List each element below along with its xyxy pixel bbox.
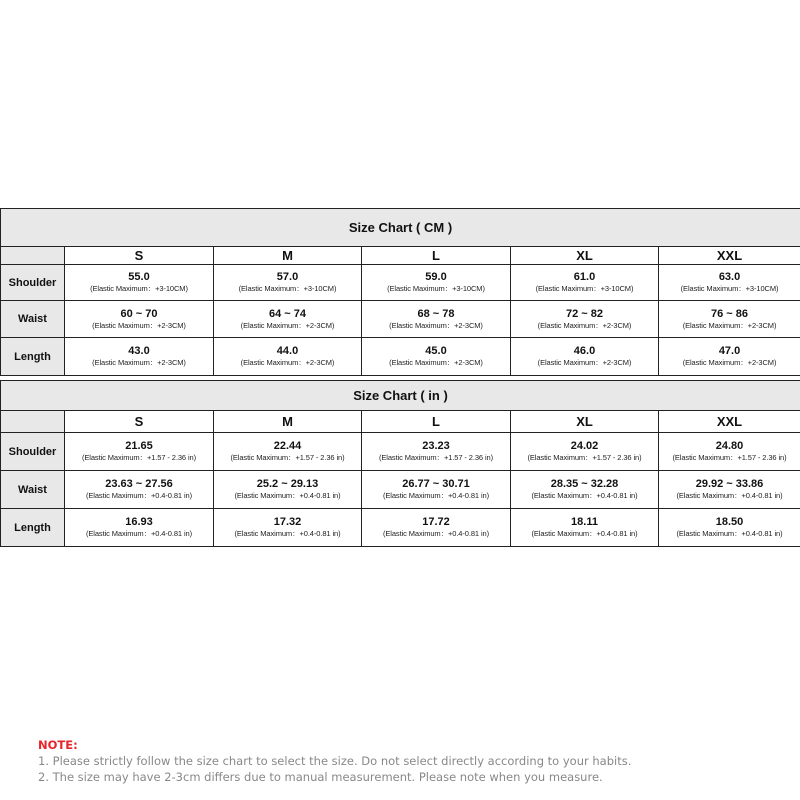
- measurement-cell: [65, 301, 214, 338]
- measurement-value: 60 ~ 70: [120, 307, 158, 320]
- elastic-note: (Elastic Maximum：+3-10CM): [680, 284, 779, 293]
- size-header-s: S: [65, 411, 214, 433]
- measurement-cell: [362, 301, 511, 338]
- measurement-value: 76 ~ 86: [711, 307, 749, 320]
- chart-title: Size Chart ( in ): [1, 381, 800, 411]
- measurement-value: 46.0: [573, 345, 596, 357]
- elastic-note: (Elastic Maximum：+2-3CM): [682, 320, 777, 330]
- elastic-note: (Elastic Maximum：+2-3CM): [240, 320, 335, 330]
- note-line-2: 2. The size may have 2-3cm differs due to manual measurement. Please note when you measure.: [38, 770, 603, 784]
- elastic-note: (Elastic Maximum：+1.57 - 2.36 in): [378, 453, 494, 462]
- elastic-note: (Elastic Maximum：+0.4-0.81 in): [234, 491, 341, 500]
- measurement-value: 43.0: [128, 345, 150, 357]
- measurement-cell: [511, 338, 659, 376]
- corner-cell: [1, 247, 65, 265]
- measurement-cell: [214, 509, 362, 547]
- measurement-cell: [214, 471, 362, 509]
- elastic-note: (Elastic Maximum：+2-3CM): [537, 320, 632, 330]
- measurement-cell: [214, 265, 362, 301]
- measurement-cell: [511, 471, 659, 509]
- measurement-value: 68 ~ 78: [417, 307, 455, 320]
- size-header-m: M: [214, 247, 362, 265]
- measurement-value: 57.0: [276, 271, 299, 283]
- measurement-value: 26.77 ~ 30.71: [402, 478, 470, 490]
- measurement-value: 23.63 ~ 27.56: [105, 478, 173, 490]
- measurement-cell: [659, 509, 800, 547]
- measurement-value: 18.50: [715, 516, 744, 528]
- elastic-note: (Elastic Maximum：+0.4-0.81 in): [531, 491, 638, 500]
- size-header-m: M: [214, 411, 362, 433]
- size-chart-in: [0, 380, 800, 547]
- measurement-cell: [659, 471, 800, 509]
- measurement-cell: [659, 338, 800, 376]
- measurement-cell: [65, 265, 214, 301]
- note-title: NOTE:: [38, 738, 78, 752]
- size-header-xxl: XXL: [659, 411, 800, 433]
- measurement-value: 16.93: [125, 516, 153, 528]
- elastic-note: (Elastic Maximum：+2-3CM): [92, 320, 186, 330]
- measurement-value: 18.11: [571, 516, 598, 528]
- measurement-value: 45.0: [425, 345, 447, 357]
- measurement-cell: [214, 301, 362, 338]
- elastic-note: (Elastic Maximum：+2-3CM): [240, 358, 335, 367]
- size-header-xxl: XXL: [659, 247, 800, 265]
- measurement-cell: [511, 265, 659, 301]
- elastic-note: (Elastic Maximum：+0.4-0.81 in): [676, 529, 783, 538]
- measurement-cell: [65, 509, 214, 547]
- measurement-cell: [362, 433, 511, 471]
- measurement-cell: [659, 433, 800, 471]
- chart-title: Size Chart ( CM ): [1, 209, 800, 247]
- elastic-note: (Elastic Maximum：+0.4-0.81 in): [383, 491, 489, 500]
- row-label-waist: Waist: [1, 301, 65, 338]
- elastic-note: (Elastic Maximum：+1.57 - 2.36 in): [81, 453, 197, 462]
- elastic-note: (Elastic Maximum：+2-3CM): [389, 320, 483, 330]
- measurement-cell: [511, 509, 659, 547]
- elastic-note: (Elastic Maximum：+1.57 - 2.36 in): [527, 453, 642, 462]
- elastic-note: (Elastic Maximum：+0.4-0.81 in): [86, 529, 192, 538]
- measurement-value: 24.02: [570, 440, 599, 452]
- measurement-cell: [214, 338, 362, 376]
- measurement-cell: [511, 433, 659, 471]
- measurement-cell: [659, 265, 800, 301]
- elastic-note: (Elastic Maximum：+2-3CM): [682, 358, 777, 367]
- elastic-note: (Elastic Maximum：+0.4-0.81 in): [531, 529, 638, 538]
- measurement-value: 61.0: [573, 271, 596, 283]
- size-header-xl: XL: [511, 247, 659, 265]
- size-header-s: S: [65, 247, 214, 265]
- measurement-cell: [214, 433, 362, 471]
- measurement-value: 25.2 ~ 29.13: [256, 478, 319, 490]
- size-header-l: L: [362, 247, 511, 265]
- measurement-value: 59.0: [425, 271, 447, 283]
- elastic-note: (Elastic Maximum：+0.4-0.81 in): [383, 529, 489, 538]
- size-header-xl: XL: [511, 411, 659, 433]
- measurement-value: 28.35 ~ 32.28: [550, 478, 619, 490]
- measurement-value: 29.92 ~ 33.86: [695, 478, 764, 490]
- elastic-note: (Elastic Maximum：+3-10CM): [238, 284, 337, 293]
- measurement-value: 22.44: [273, 440, 302, 452]
- elastic-note: (Elastic Maximum：+3-10CM): [535, 284, 634, 293]
- measurement-value: 44.0: [276, 345, 299, 357]
- size-chart-cm: [0, 208, 800, 376]
- row-label-shoulder: Shoulder: [1, 265, 65, 301]
- elastic-note: (Elastic Maximum：+1.57 - 2.36 in): [672, 453, 787, 462]
- measurement-cell: [362, 471, 511, 509]
- measurement-value: 17.72: [422, 516, 450, 528]
- measurement-value: 47.0: [718, 345, 741, 357]
- measurement-value: 24.80: [715, 440, 744, 452]
- measurement-cell: [362, 265, 511, 301]
- row-label-length: Length: [1, 338, 65, 376]
- elastic-note: (Elastic Maximum：+3-10CM): [90, 284, 188, 293]
- corner-cell: [1, 411, 65, 433]
- measurement-value: 17.32: [273, 516, 302, 528]
- measurement-value: 23.23: [422, 440, 450, 452]
- elastic-note: (Elastic Maximum：+0.4-0.81 in): [86, 491, 192, 500]
- measurement-value: 21.65: [125, 440, 153, 452]
- measurement-cell: [65, 338, 214, 376]
- measurement-value: 64 ~ 74: [268, 307, 306, 320]
- row-label-length: Length: [1, 509, 65, 547]
- measurement-value: 63.0: [718, 271, 741, 283]
- elastic-note: (Elastic Maximum：+1.57 - 2.36 in): [230, 453, 345, 462]
- row-label-shoulder: Shoulder: [1, 433, 65, 471]
- elastic-note: (Elastic Maximum：+2-3CM): [92, 358, 186, 367]
- measurement-cell: [362, 338, 511, 376]
- measurement-cell: [65, 433, 214, 471]
- elastic-note: (Elastic Maximum：+0.4-0.81 in): [234, 529, 341, 538]
- footnote: [38, 737, 631, 785]
- elastic-note: (Elastic Maximum：+3-10CM): [387, 284, 485, 293]
- elastic-note: (Elastic Maximum：+0.4-0.81 in): [676, 491, 783, 500]
- measurement-cell: [65, 471, 214, 509]
- row-label-waist: Waist: [1, 471, 65, 509]
- measurement-value: 72 ~ 82: [565, 307, 603, 320]
- measurement-cell: [362, 509, 511, 547]
- elastic-note: (Elastic Maximum：+2-3CM): [537, 358, 632, 367]
- note-line-1: 1. Please strictly follow the size chart to select the size. Do not select directly according to your habits.: [38, 754, 632, 768]
- measurement-cell: [659, 301, 800, 338]
- size-header-l: L: [362, 411, 511, 433]
- elastic-note: (Elastic Maximum：+2-3CM): [389, 358, 483, 367]
- measurement-cell: [511, 301, 659, 338]
- measurement-value: 55.0: [128, 271, 150, 283]
